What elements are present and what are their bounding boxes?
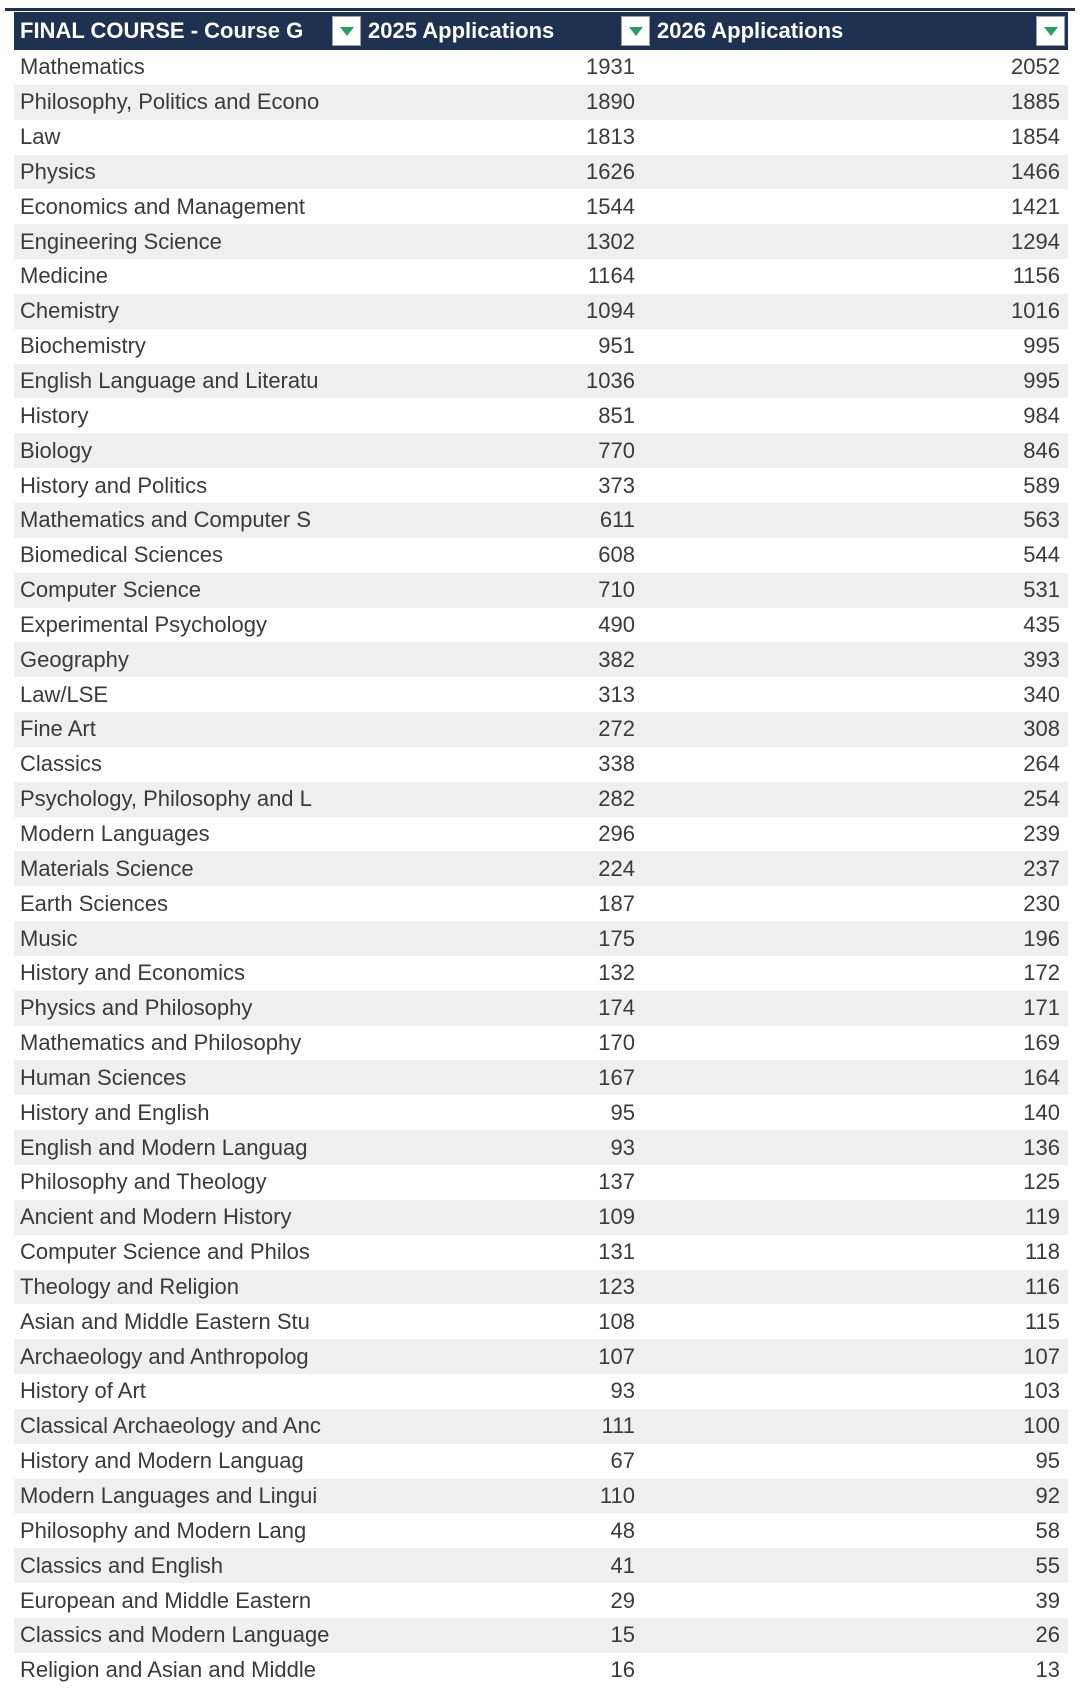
table-row [14, 50, 1068, 85]
filter-button-2025[interactable] [621, 16, 650, 46]
table-row [14, 1165, 1068, 1200]
course-cell[interactable]: Archaeology and Anthropolog [20, 1343, 309, 1369]
table-row [14, 120, 1068, 155]
applications-2026-cell[interactable]: 39 [1035, 1587, 1060, 1613]
table-row [14, 747, 1068, 782]
table-row [14, 1304, 1068, 1339]
filter-dropdown-icon [1044, 27, 1058, 36]
header-2026-label: 2026 Applications [657, 18, 844, 43]
course-cell[interactable]: Philosophy, Politics and Econo [20, 89, 320, 115]
header-course-label: FINAL COURSE - Course G [20, 18, 304, 43]
course-cell[interactable]: Materials Science [20, 855, 194, 881]
filter-dropdown-icon [629, 27, 643, 36]
applications-2025-cell[interactable]: 490 [598, 611, 635, 637]
applications-2025-cell[interactable]: 108 [598, 1308, 635, 1334]
course-cell[interactable]: History of Art [20, 1378, 146, 1404]
course-cell[interactable]: Biomedical Sciences [20, 542, 223, 568]
applications-2026-cell[interactable]: 1156 [1012, 263, 1060, 289]
applications-2025-cell[interactable]: 1036 [586, 368, 635, 394]
course-cell[interactable]: Modern Languages [20, 820, 210, 846]
applications-2025-cell[interactable]: 338 [598, 751, 635, 777]
table-row [14, 468, 1068, 503]
applications-2025-cell[interactable]: 131 [598, 1239, 635, 1265]
applications-2026-cell[interactable]: 92 [1035, 1483, 1060, 1509]
course-cell[interactable]: Classical Archaeology and Anc [20, 1413, 321, 1439]
course-cell[interactable]: Chemistry [20, 298, 120, 324]
applications-2026-cell[interactable]: 107 [1023, 1343, 1060, 1369]
table-body [14, 50, 1068, 1688]
table-row [14, 1130, 1068, 1165]
applications-2025-cell[interactable]: 710 [598, 577, 635, 603]
applications-2025-cell[interactable]: 16 [610, 1657, 635, 1683]
table-row [14, 782, 1068, 817]
table-row [14, 433, 1068, 468]
course-cell[interactable]: Computer Science [20, 577, 201, 603]
table-row [14, 1409, 1068, 1444]
course-cell[interactable]: Philosophy and Theology [20, 1169, 267, 1195]
course-cell[interactable]: Engineering Science [20, 228, 222, 254]
applications-2025-cell[interactable]: 170 [598, 1030, 635, 1056]
applications-2026-cell[interactable]: 995 [1023, 368, 1060, 394]
applications-2026-cell[interactable]: 563 [1023, 507, 1060, 533]
table-row [14, 1653, 1068, 1688]
applications-2025-cell[interactable]: 93 [610, 1134, 635, 1160]
applications-2025-cell[interactable]: 41 [610, 1552, 635, 1578]
applications-2025-cell[interactable]: 1813 [586, 124, 635, 150]
applications-2026-cell[interactable]: 435 [1023, 611, 1060, 637]
course-cell[interactable]: Theology and Religion [20, 1273, 239, 1299]
applications-2026-cell[interactable]: 164 [1023, 1064, 1060, 1090]
applications-2025-cell[interactable]: 296 [598, 820, 635, 846]
applications-2026-cell[interactable]: 116 [1024, 1273, 1060, 1299]
applications-2026-cell[interactable]: 230 [1023, 890, 1060, 916]
table-header-row [14, 12, 1068, 50]
applications-2025-cell[interactable]: 611 [599, 507, 635, 533]
table-row [14, 573, 1068, 608]
applications-2026-cell[interactable]: 393 [1023, 646, 1060, 672]
table-row [14, 817, 1068, 852]
applications-2025-cell[interactable]: 137 [598, 1169, 635, 1195]
table-row [14, 1200, 1068, 1235]
applications-2025-cell[interactable]: 174 [598, 995, 635, 1021]
applications-2025-cell[interactable]: 187 [598, 890, 635, 916]
applications-2026-cell[interactable]: 1854 [1011, 124, 1060, 150]
applications-2025-cell[interactable]: 1164 [587, 263, 635, 289]
course-cell[interactable]: Law/LSE [20, 681, 109, 707]
table-row [14, 642, 1068, 677]
course-cell[interactable]: Mathematics and Philosophy [20, 1030, 302, 1056]
header-2025-label: 2025 Applications [368, 18, 555, 43]
table-row [14, 189, 1068, 224]
applications-2026-cell[interactable]: 1466 [1011, 158, 1060, 184]
applications-2026-cell[interactable]: 95 [1035, 1448, 1060, 1474]
applications-2026-cell[interactable]: 103 [1023, 1378, 1060, 1404]
course-cell[interactable]: Geography [20, 646, 129, 672]
applications-2026-cell[interactable]: 140 [1023, 1099, 1060, 1125]
applications-2025-cell[interactable]: 608 [598, 542, 635, 568]
table-row [14, 259, 1068, 294]
applications-2025-cell[interactable]: 29 [610, 1587, 635, 1613]
applications-2025-cell[interactable]: 224 [598, 855, 635, 881]
table-row [14, 677, 1068, 712]
course-cell[interactable]: History [20, 402, 89, 428]
applications-2026-cell[interactable]: 1421 [1011, 193, 1060, 219]
applications-table [14, 12, 1068, 1688]
applications-2026-cell[interactable]: 1885 [1011, 89, 1060, 115]
table-row [14, 991, 1068, 1026]
course-cell[interactable]: Human Sciences [20, 1064, 187, 1090]
applications-2026-cell[interactable]: 984 [1023, 402, 1060, 428]
table-row [14, 712, 1068, 747]
applications-2025-cell[interactable]: 15 [610, 1622, 635, 1648]
applications-2026-cell[interactable]: 171 [1023, 995, 1060, 1021]
applications-2026-cell[interactable]: 308 [1023, 716, 1060, 742]
top-border-line [5, 8, 1075, 11]
table-row [14, 1583, 1068, 1618]
course-cell[interactable]: Religion and Asian and Middle [20, 1657, 316, 1683]
course-cell[interactable]: Fine Art [20, 716, 96, 742]
course-cell[interactable]: Experimental Psychology [20, 611, 268, 637]
course-cell[interactable]: Classics [20, 751, 102, 777]
applications-2025-cell[interactable]: 1302 [586, 228, 635, 254]
applications-2026-cell[interactable]: 55 [1035, 1552, 1060, 1578]
table-row [14, 1618, 1068, 1653]
table-row [14, 85, 1068, 120]
filter-button-course[interactable] [332, 16, 361, 46]
table-row [14, 398, 1068, 433]
table-row [14, 155, 1068, 190]
applications-2025-cell[interactable]: 382 [598, 646, 635, 672]
table-row [14, 1060, 1068, 1095]
table-row [14, 1095, 1068, 1130]
applications-2026-cell[interactable]: 125 [1023, 1169, 1060, 1195]
course-cell[interactable]: Medicine [20, 263, 109, 289]
applications-2025-cell[interactable]: 95 [610, 1099, 635, 1125]
table-row [14, 329, 1068, 364]
applications-2026-cell[interactable]: 1016 [1011, 298, 1060, 324]
applications-2025-cell[interactable]: 770 [598, 437, 635, 463]
table-row [14, 503, 1068, 538]
applications-2026-cell[interactable]: 169 [1023, 1030, 1060, 1056]
applications-2026-cell[interactable]: 531 [1023, 577, 1060, 603]
table-row [14, 1374, 1068, 1409]
course-cell[interactable]: Music [20, 925, 78, 951]
applications-2025-cell[interactable]: 373 [598, 472, 635, 498]
applications-2026-cell[interactable]: 2052 [1011, 54, 1060, 80]
applications-2026-cell[interactable]: 846 [1023, 437, 1060, 463]
course-cell[interactable]: English Language and Literatu [20, 368, 319, 394]
applications-2025-cell[interactable]: 1544 [586, 193, 635, 219]
applications-2025-cell[interactable]: 93 [610, 1378, 635, 1404]
applications-2025-cell[interactable]: 111 [601, 1413, 635, 1439]
applications-2025-cell[interactable]: 123 [598, 1273, 635, 1299]
applications-2026-cell[interactable]: 239 [1023, 820, 1060, 846]
table-row [14, 1235, 1068, 1270]
applications-2025-cell[interactable]: 951 [598, 333, 635, 359]
course-cell[interactable]: English and Modern Languag [20, 1134, 308, 1160]
course-cell[interactable]: Psychology, Philosophy and L [20, 786, 312, 812]
header-cell-2025-applications[interactable] [364, 12, 653, 50]
course-cell[interactable]: Philosophy and Modern Lang [20, 1517, 307, 1543]
applications-2026-cell[interactable]: 115 [1024, 1308, 1060, 1334]
applications-2025-cell[interactable]: 67 [610, 1448, 635, 1474]
course-cell[interactable]: Physics [20, 158, 96, 184]
table-row [14, 608, 1068, 643]
table-row [14, 1548, 1068, 1583]
applications-2025-cell[interactable]: 132 [598, 960, 635, 986]
course-cell[interactable]: Computer Science and Philos [20, 1239, 310, 1265]
header-cell-course[interactable] [14, 12, 364, 50]
course-cell[interactable]: Asian and Middle Eastern Stu [20, 1308, 310, 1334]
course-cell[interactable]: Biology [20, 437, 93, 463]
course-cell[interactable]: History and Politics [20, 472, 208, 498]
course-cell[interactable]: Biochemistry [20, 333, 146, 359]
course-cell[interactable]: European and Middle Eastern [20, 1587, 312, 1613]
course-cell[interactable]: Physics and Philosophy [20, 995, 253, 1021]
table-row [14, 956, 1068, 991]
applications-2026-cell[interactable]: 340 [1023, 681, 1060, 707]
applications-2026-cell[interactable]: 118 [1024, 1239, 1060, 1265]
table-row [14, 364, 1068, 399]
applications-2026-cell[interactable]: 26 [1035, 1622, 1060, 1648]
applications-2025-cell[interactable]: 110 [599, 1483, 635, 1509]
applications-2025-cell[interactable]: 109 [598, 1204, 635, 1230]
applications-2025-cell[interactable]: 107 [598, 1343, 635, 1369]
applications-2025-cell[interactable]: 313 [598, 681, 635, 707]
table-row [14, 1513, 1068, 1548]
applications-2026-cell[interactable]: 119 [1024, 1204, 1060, 1230]
applications-2026-cell[interactable]: 13 [1035, 1657, 1060, 1683]
applications-2026-cell[interactable]: 589 [1023, 472, 1060, 498]
applications-2026-cell[interactable]: 136 [1023, 1134, 1060, 1160]
applications-2026-cell[interactable]: 1294 [1011, 228, 1060, 254]
table-row [14, 1026, 1068, 1061]
table-row [14, 224, 1068, 259]
applications-2025-cell[interactable]: 175 [598, 925, 635, 951]
course-cell[interactable]: Law [20, 124, 61, 150]
applications-2025-cell[interactable]: 1094 [586, 298, 635, 324]
header-cell-2026-applications[interactable] [653, 12, 1068, 50]
applications-2026-cell[interactable]: 264 [1023, 751, 1060, 777]
applications-2025-cell[interactable]: 167 [598, 1064, 635, 1090]
table-row [14, 1444, 1068, 1479]
table-row [14, 886, 1068, 921]
table-row [14, 1270, 1068, 1305]
table-row [14, 1339, 1068, 1374]
filter-button-2026[interactable] [1036, 16, 1065, 46]
table-row [14, 1479, 1068, 1514]
course-cell[interactable]: Classics and English [20, 1552, 223, 1578]
applications-2025-cell[interactable]: 851 [598, 402, 635, 428]
applications-2026-cell[interactable]: 196 [1023, 925, 1060, 951]
applications-2025-cell[interactable]: 1890 [586, 89, 635, 115]
table-row [14, 851, 1068, 886]
table-row [14, 921, 1068, 956]
applications-2025-cell[interactable]: 282 [598, 786, 635, 812]
course-cell[interactable]: History and Modern Languag [20, 1448, 304, 1474]
applications-2026-cell[interactable]: 172 [1023, 960, 1060, 986]
applications-2025-cell[interactable]: 1931 [586, 54, 635, 80]
applications-2026-cell[interactable]: 58 [1035, 1517, 1060, 1543]
applications-2026-cell[interactable]: 254 [1023, 786, 1060, 812]
applications-2026-cell[interactable]: 237 [1023, 855, 1060, 881]
applications-2025-cell[interactable]: 272 [598, 716, 635, 742]
applications-2025-cell[interactable]: 1626 [586, 158, 635, 184]
course-cell[interactable]: Ancient and Modern History [20, 1204, 292, 1230]
course-cell[interactable]: Economics and Management [20, 193, 305, 219]
course-cell[interactable]: Mathematics [20, 54, 145, 80]
table-row [14, 538, 1068, 573]
course-cell[interactable]: Mathematics and Computer S [20, 507, 312, 533]
applications-2026-cell[interactable]: 995 [1023, 333, 1060, 359]
course-cell[interactable]: History and English [20, 1099, 210, 1125]
applications-2025-cell[interactable]: 48 [610, 1517, 635, 1543]
course-cell[interactable]: Classics and Modern Language [20, 1622, 330, 1648]
course-cell[interactable]: Earth Sciences [20, 890, 168, 916]
applications-2026-cell[interactable]: 100 [1023, 1413, 1060, 1439]
applications-2026-cell[interactable]: 544 [1023, 542, 1060, 568]
course-cell[interactable]: History and Economics [20, 960, 245, 986]
course-cell[interactable]: Modern Languages and Lingui [20, 1483, 318, 1509]
filter-dropdown-icon [340, 27, 354, 36]
table-row [14, 294, 1068, 329]
